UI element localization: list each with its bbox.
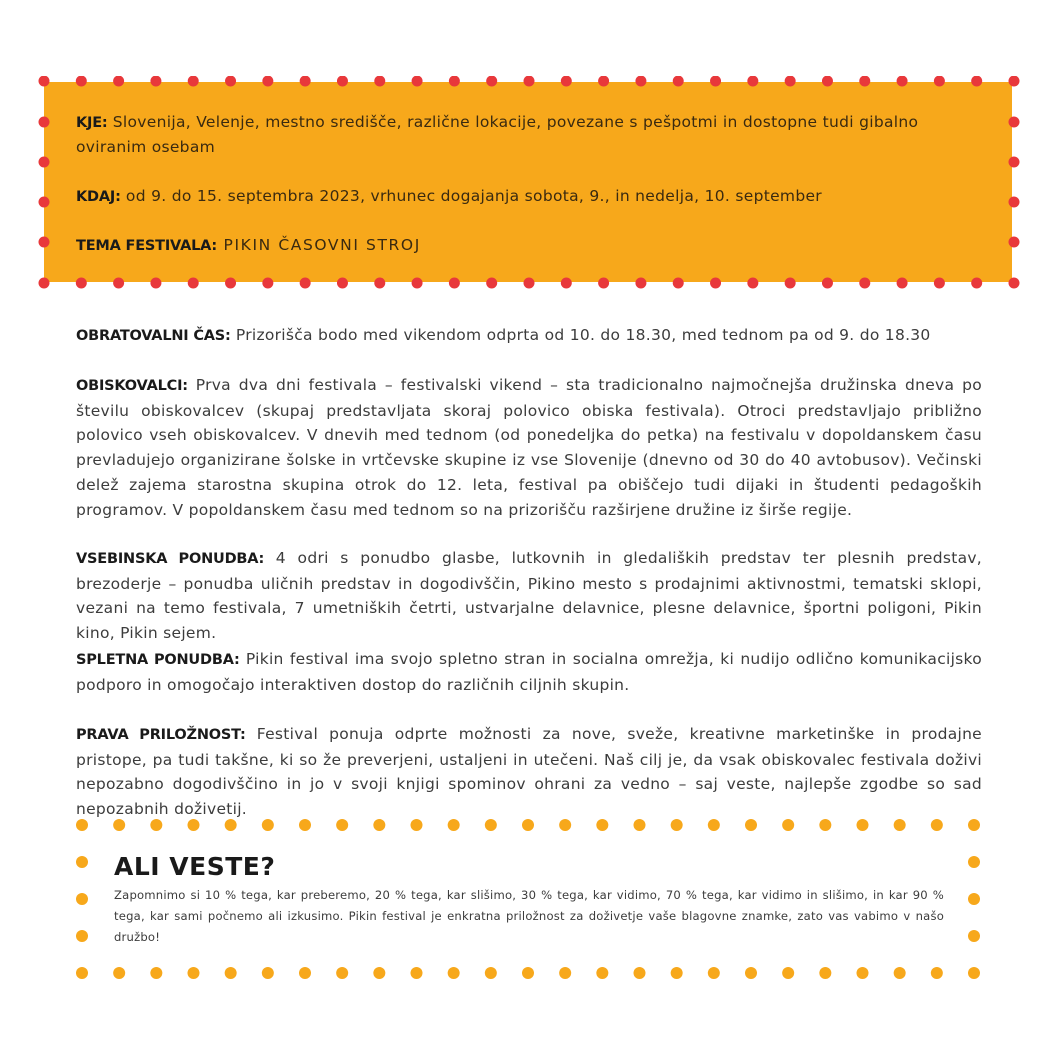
theme-text: PIKIN ČASOVNI STROJ [217, 236, 421, 254]
web-offer-label: SPLETNA PONUDBA: [76, 652, 240, 668]
yellow-dot [448, 967, 460, 979]
opening-hours-text: Prizorišča bodo med vikendom odprta od 10. do 18.30, med tednom pa od 9. do 18.30 [230, 326, 931, 344]
yellow-dot [745, 967, 757, 979]
yellow-dot [113, 967, 125, 979]
yellow-dot [708, 967, 720, 979]
content-offer-paragraph [76, 546, 982, 646]
content-offer-label: VSEBINSKA PONUDBA: [76, 551, 265, 567]
visitors-label: OBISKOVALCI: [76, 378, 188, 394]
web-offer-paragraph [76, 647, 982, 697]
yellow-dot [968, 893, 980, 905]
theme-label: TEMA FESTIVALA: [76, 238, 218, 254]
opportunity-label: PRAVA PRILOŽNOST: [76, 727, 246, 743]
opportunity-paragraph [76, 722, 982, 822]
yellow-dot [931, 967, 943, 979]
location-label: KJE: [76, 115, 108, 131]
yellow-dot [76, 893, 88, 905]
theme-line [76, 233, 982, 258]
yellow-dot [188, 967, 200, 979]
date-line [76, 184, 982, 209]
yellow-dot [559, 967, 571, 979]
opportunity-text: Festival ponuja odprte možnosti za nove, sveže, kreativne marketinške in prodajne pristope, pa tudi takšne, ki so že preverjeni, ustaljeni in utečeni. Naš cilj je, da vsak obiskovalec festivala doživi nepozabno dogodivščino in jo v svoji knjigi spominov ohrani za vedno – saj veste, najlepše zgodbe so sad nepozabnih doživetij. [76, 725, 982, 819]
yellow-dot [968, 967, 980, 979]
visitors-paragraph [76, 373, 982, 522]
yellow-dot [596, 967, 608, 979]
yellow-dot [968, 856, 980, 868]
location-text: Slovenija, Velenje, mestno središče, različne lokacije, povezane s pešpotmi in dostopne tudi gibalno oviranim osebam [76, 113, 919, 156]
yellow-dot [634, 967, 646, 979]
yellow-dot [373, 967, 385, 979]
yellow-dot [411, 967, 423, 979]
opening-hours-paragraph [76, 323, 982, 349]
yellow-dot [76, 930, 88, 942]
opening-hours-label: OBRATOVALNI ČAS: [76, 328, 231, 344]
content-offer-text: 4 odri s ponudbo glasbe, lutkovnih in gledaliških predstav ter plesnih predstav, brezoderje – ponudba uličnih predstav in dogodivščin, Pikino mesto s prodajnimi aktivnostmi, tematski sklopi, vezani na temo festivala, 7 umetniških četrti, ustvarjalne delavnice, plesne delavnice, športni poligoni, Pikin kino, Pikin sejem. [76, 549, 983, 643]
did-you-know-text: Zapomnimo si 10 % tega, kar preberemo, 20 % tega, kar slišimo, 30 % tega, kar vidimo, 70 % tega, kar vidimo in slišimo, in kar 90 % tega, kar sami počnemo ali izkusimo. Pikin festival je enkratna priložnost za doživetje vaše blagovne znamke, zato vas vabimo v našo družbo! [114, 888, 944, 944]
did-you-know-title: ALI VESTE? [114, 852, 276, 881]
yellow-dot [894, 967, 906, 979]
yellow-dot [522, 967, 534, 979]
web-offer-text: Pikin festival ima svojo spletno stran in socialna omrežja, ki nudijo odlično komunikacijsko podporo in omogočajo interaktiven dostop do različnih ciljnih skupin. [76, 650, 982, 694]
date-label: KDAJ: [76, 189, 121, 205]
yellow-dot [262, 967, 274, 979]
yellow-dot [299, 967, 311, 979]
yellow-dot [76, 856, 88, 868]
yellow-dot [485, 967, 497, 979]
location-line [76, 110, 982, 159]
date-text: od 9. do 15. septembra 2023, vrhunec dogajanja sobota, 9., in nedelja, 10. september [120, 187, 822, 205]
yellow-dot [819, 967, 831, 979]
yellow-dot [782, 967, 794, 979]
yellow-dot [76, 967, 88, 979]
yellow-dot [968, 930, 980, 942]
yellow-dot [336, 967, 348, 979]
visitors-text: Prva dva dni festivala – festivalski vikend – sta tradicionalno najmočnejša družinska dneva po številu obiskovalcev (skupaj predstavljata skoraj polovico obiska festivala). Otroci predstavljajo približno polovico vseh obiskovalcev. V dnevih med tednom (od ponedeljka do petka) na festivalu v dopoldanskem času prevladujejo organizirane šolske in vrtčevske skupine iz vse Slovenije (dnevno od 30 do 40 avtobusov). Večinski delež zajema starostna skupina otrok do 12. leta, festival pa obiščejo tudi dijaki in študenti pedagoških programov. V popoldanskem času med tednom so na prizorišču razširjene družine iz širše regije. [76, 376, 982, 519]
yellow-dot [857, 967, 869, 979]
yellow-dot [225, 967, 237, 979]
yellow-dot [671, 967, 683, 979]
yellow-dot [150, 967, 162, 979]
